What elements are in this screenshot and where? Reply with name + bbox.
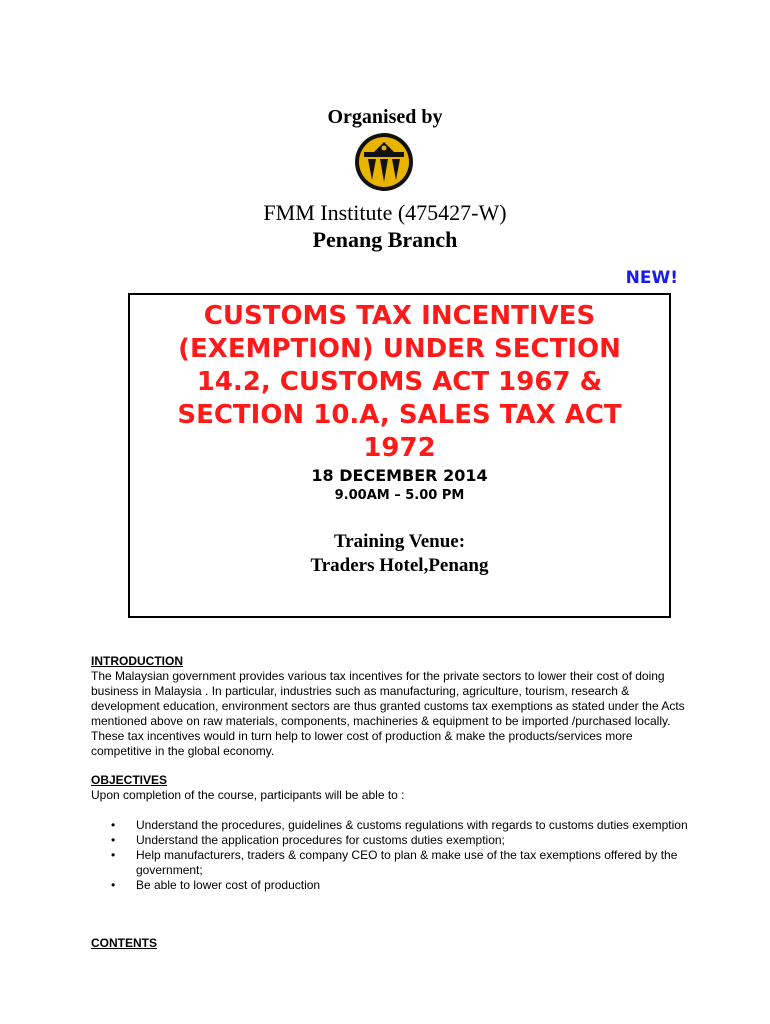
event-time: 9.00AM – 5.00 PM <box>334 488 465 503</box>
course-title-line: SECTION 10.A, SALES TAX ACT <box>177 400 622 430</box>
course-title-line: 14.2, CUSTOMS ACT 1967 & <box>196 367 603 397</box>
introduction-heading: INTRODUCTION <box>91 654 183 668</box>
objective-text: Be able to lower cost of production <box>136 878 321 892</box>
bullet-icon: • <box>111 878 116 892</box>
contents-heading: CONTENTS <box>91 936 157 950</box>
course-title <box>130 300 669 465</box>
new-badge: NEW! <box>625 268 678 288</box>
introduction-text: The Malaysian government provides various tax incentives for the private sectors to lower their cost of doing business in Malaysia . In particular, industries such as manufacturing, agriculture, tourism, research & development education, environment sectors are thus granted customs tax exemptions as stated under the Acts mentioned above on raw materials, components, machineries & equipment to be imported /purchased locally. These tax incentives would in turn help to lower cost of production & make the products/services more competitive in the global economy. <box>91 669 685 758</box>
venue-label: Training Venue: <box>333 531 466 552</box>
organised-by-label: Organised by <box>327 106 443 128</box>
bullet-icon: • <box>111 818 116 832</box>
event-date: 18 DECEMBER 2014 <box>311 466 488 485</box>
bullet-icon: • <box>111 833 116 847</box>
objective-text: Understand the procedures, guidelines & customs regulations with regards to customs duties exemption <box>136 818 688 832</box>
list-item <box>91 878 691 893</box>
branch-name: Penang Branch <box>312 227 458 252</box>
course-title-line: CUSTOMS TAX INCENTIVES <box>203 301 596 331</box>
event-box <box>128 293 671 618</box>
venue-name: Traders Hotel,Penang <box>310 555 489 576</box>
list-item <box>91 833 691 848</box>
list-item <box>91 818 691 833</box>
objectives-heading: OBJECTIVES <box>91 773 168 787</box>
objectives-lead: Upon completion of the course, participants will be able to : <box>91 788 405 802</box>
objectives-list <box>91 818 691 893</box>
fmm-emblem-icon <box>354 132 414 192</box>
course-title-line: (EXEMPTION) UNDER SECTION <box>178 334 621 364</box>
course-title-line: 1972 <box>363 433 436 463</box>
bullet-icon: • <box>111 848 116 862</box>
objective-text: Understand the application procedures for customs duties exemption; <box>136 833 505 847</box>
list-item <box>91 848 691 878</box>
organization-name: FMM Institute (475427-W) <box>263 200 507 225</box>
objective-text: Help manufacturers, traders & company CEO to plan & make use of the tax exemptions offered by the government; <box>136 848 678 877</box>
